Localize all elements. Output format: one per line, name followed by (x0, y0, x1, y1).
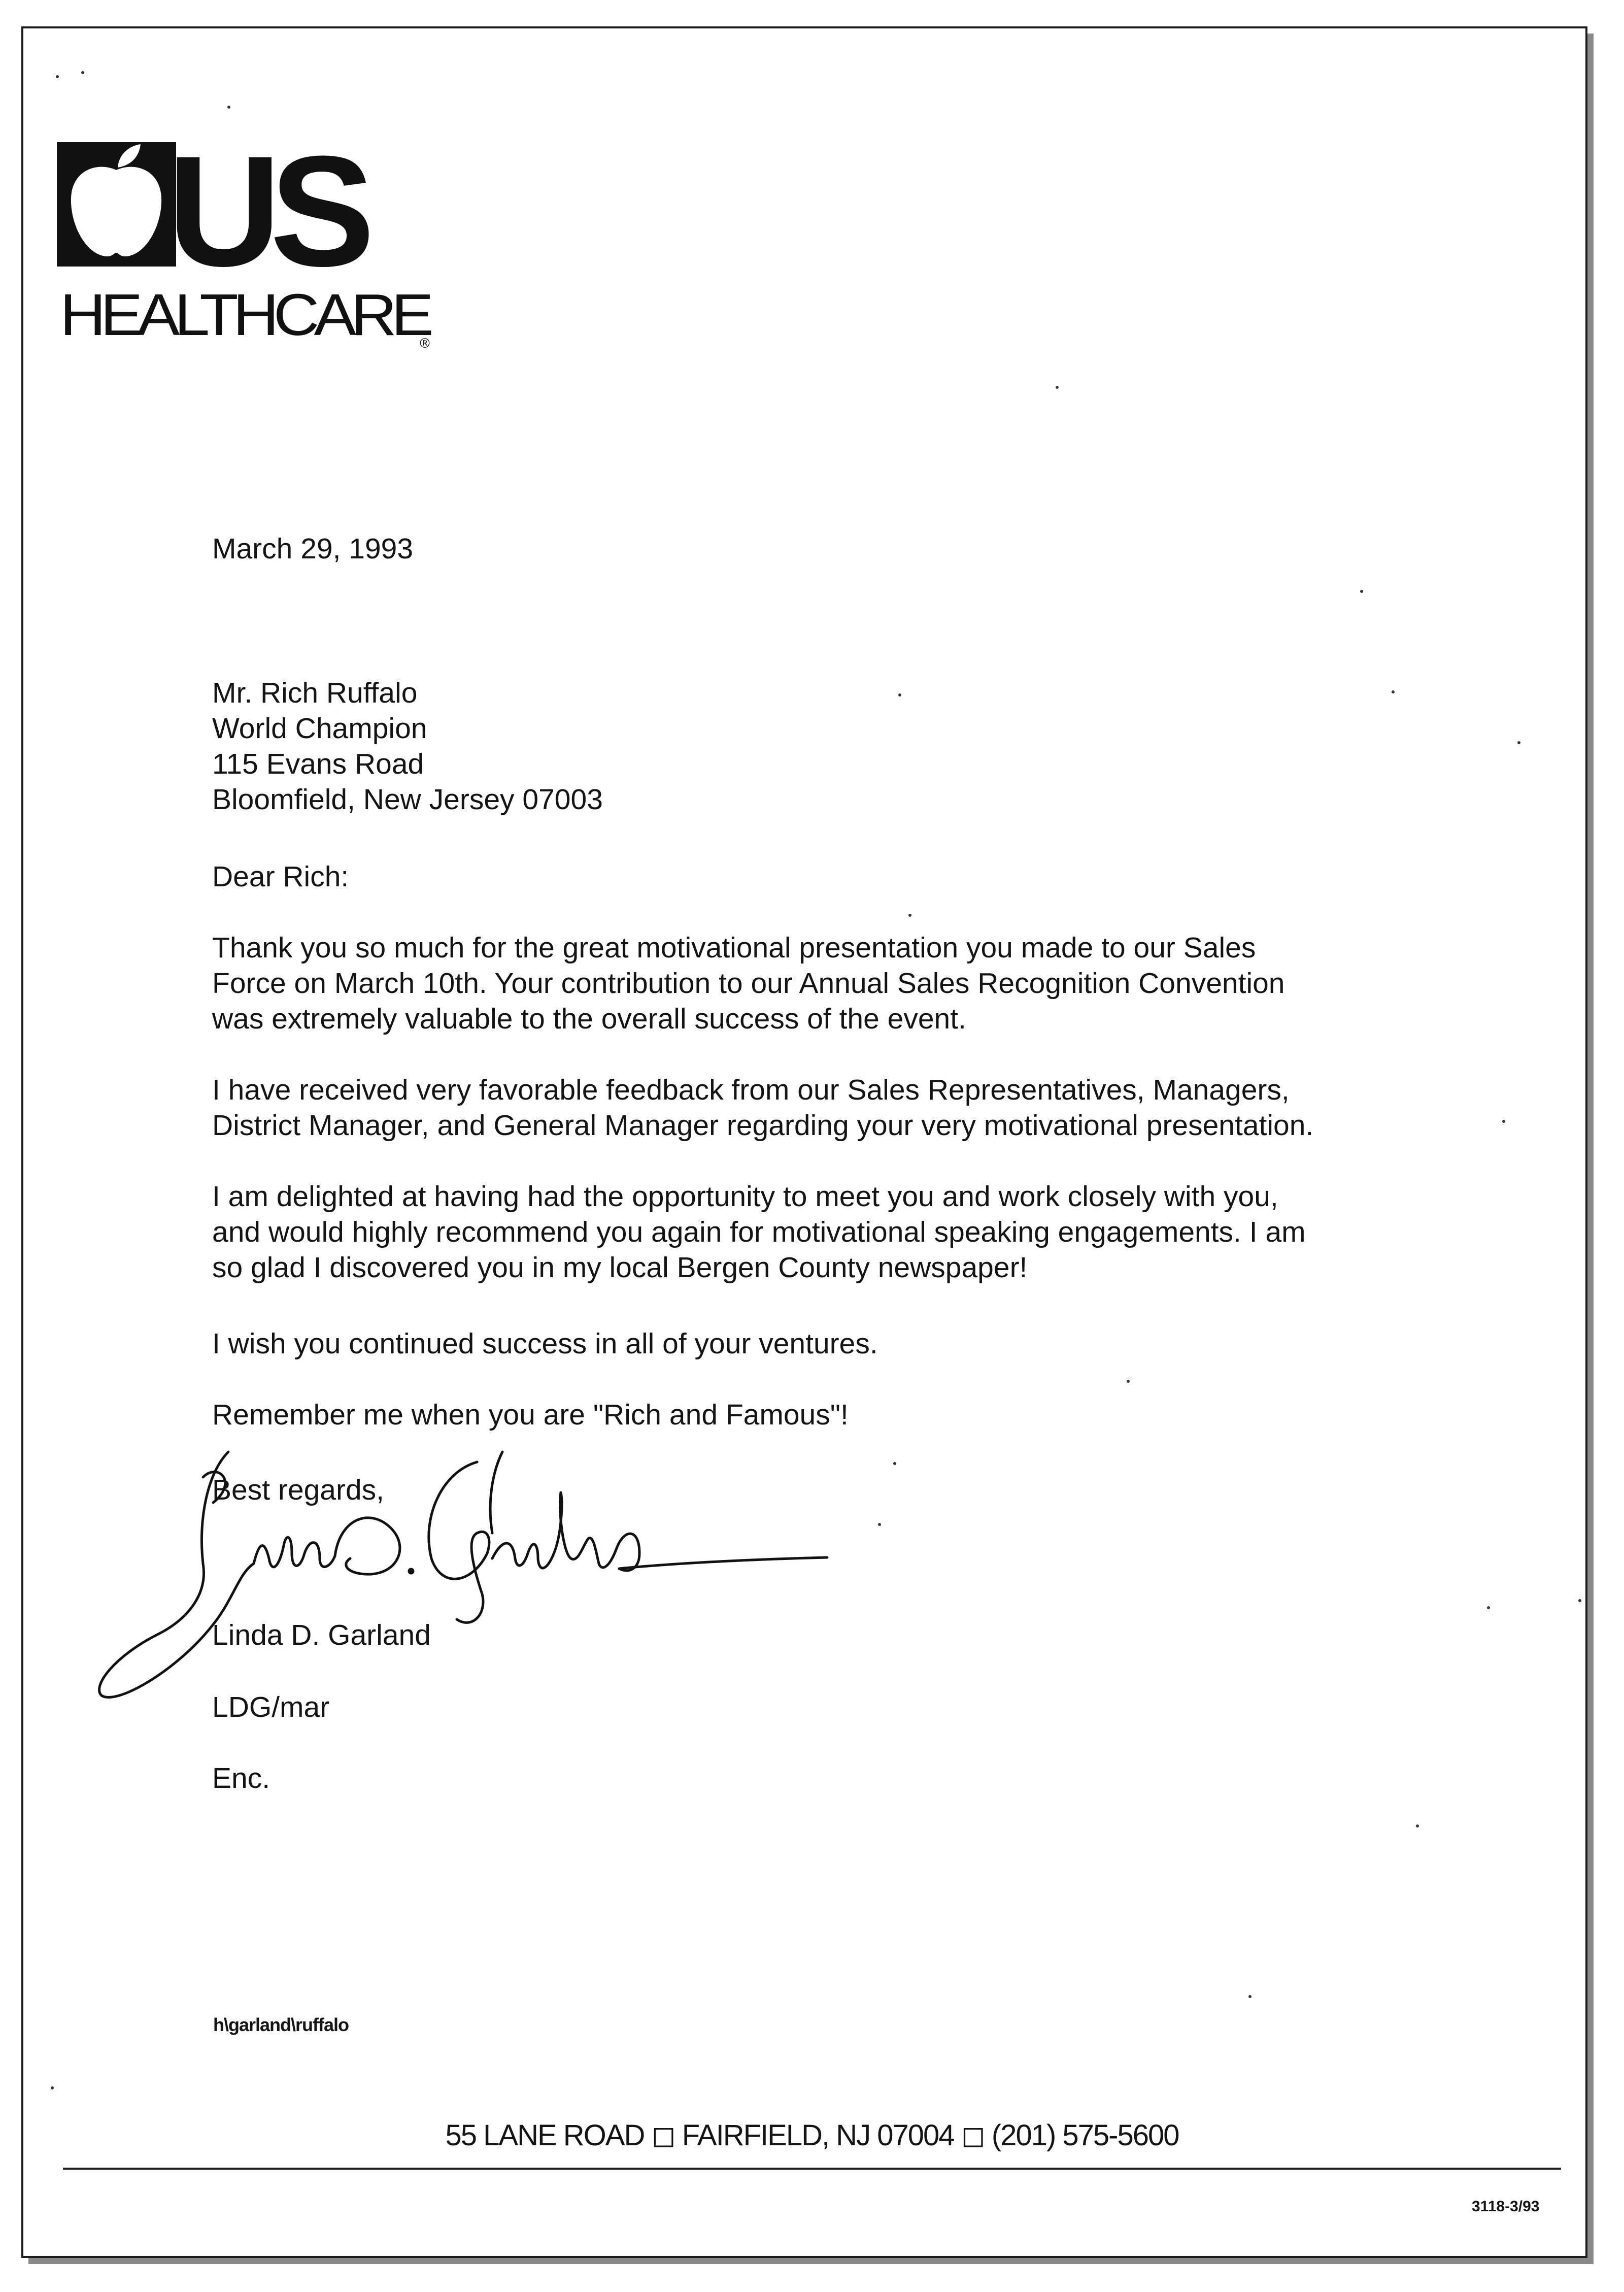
typist-initials: LDG/mar (212, 1691, 330, 1723)
closing: Best regards, (212, 1474, 384, 1506)
body-line: and would highly recommend you again for motivational speaking engagements. I am (212, 1216, 1306, 1248)
letter-date: March 29, 1993 (212, 533, 414, 565)
scan-speck (56, 75, 59, 78)
body-paragraph-3 (212, 1179, 1306, 1285)
scan-speck (1487, 1606, 1490, 1609)
scan-speck (893, 1462, 896, 1465)
body-line: District Manager, and General Manager regarding your very motivational presentation. (212, 1109, 1314, 1142)
footer-rule (63, 2168, 1561, 2170)
scan-speck (1392, 690, 1395, 693)
logo-us-text: US (167, 142, 364, 299)
body-line: Thank you so much for the great motivational presentation you made to our Sales (212, 932, 1256, 964)
registered-mark: ® (418, 336, 431, 350)
scan-speck (1416, 1824, 1419, 1828)
scan-speck (908, 914, 911, 917)
body-line: Force on March 10th. Your contribution to our Annual Sales Recognition Convention (212, 967, 1285, 1000)
enclosure-note: Enc. (212, 1762, 270, 1795)
handwritten-signature (86, 1442, 837, 1706)
scan-speck (1127, 1380, 1130, 1383)
recipient-name: Mr. Rich Ruffalo (212, 677, 418, 709)
form-code: 3118-3/93 (1472, 2198, 1540, 2215)
footer-address: 55 LANE ROAD ◻ FAIRFIELD, NJ 07004 ◻ (201) 575-5600 (445, 2119, 1179, 2152)
scan-speck (51, 2086, 54, 2089)
file-reference: h\garland\ruffalo (213, 2014, 349, 2035)
signer-name: Linda D. Garland (212, 1619, 431, 1651)
scan-speck (878, 1523, 881, 1526)
body-paragraph-4: I wish you continued success in all of your ventures. (212, 1327, 878, 1360)
body-line: I am delighted at having had the opportunity to meet you and work closely with you, (212, 1180, 1278, 1213)
logo-healthcare-text: HEALTHCARE (60, 282, 432, 348)
scan-speck (898, 693, 901, 696)
scan-speck (227, 106, 230, 109)
salutation: Dear Rich: (212, 860, 349, 893)
scan-speck (81, 71, 84, 74)
scan-speck (1578, 1599, 1581, 1602)
body-paragraph-2 (212, 1072, 1313, 1143)
scan-speck (1056, 386, 1059, 389)
body-line: was extremely valuable to the overall success of the event. (212, 1003, 966, 1035)
scan-speck (1360, 590, 1363, 593)
recipient-title: World Champion (212, 712, 427, 745)
scan-speck (1517, 741, 1520, 744)
scan-speck (1502, 1120, 1505, 1123)
body-line: so glad I discovered you in my local Bergen County newspaper! (212, 1251, 1028, 1284)
scan-speck (1248, 1995, 1251, 1998)
page-shadow-right (1587, 34, 1594, 2264)
recipient-street: 115 Evans Road (212, 748, 424, 780)
us-healthcare-logo (57, 142, 432, 350)
body-line: I have received very favorable feedback from our Sales Representatives, Managers, (212, 1074, 1290, 1106)
body-paragraph-1 (212, 930, 1285, 1037)
page-shadow-bottom (28, 2258, 1594, 2264)
body-paragraph-5: Remember me when you are "Rich and Famous"! (212, 1399, 849, 1431)
recipient-city: Bloomfield, New Jersey 07003 (212, 783, 603, 816)
